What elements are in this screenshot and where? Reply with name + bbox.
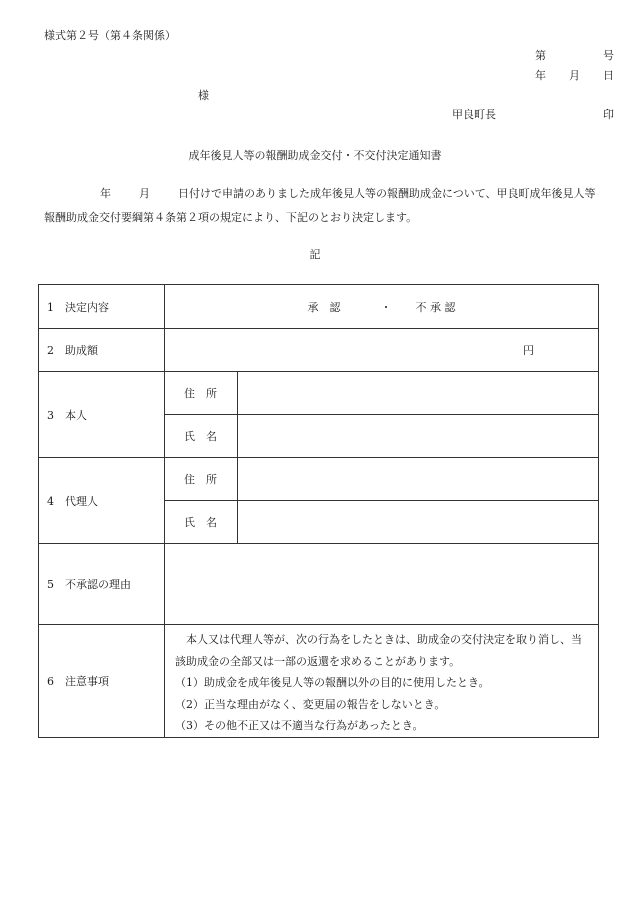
reason-value bbox=[165, 544, 599, 625]
form-number: 様式第２号（第４条関係） bbox=[44, 29, 176, 42]
document-title: 成年後見人等の報酬助成金交付・不交付決定通知書 bbox=[188, 149, 442, 162]
header-date-year: 年 bbox=[535, 69, 546, 82]
person-address-label: 住 所 bbox=[165, 372, 238, 415]
decision-value bbox=[165, 285, 599, 329]
reject-option: 不 承 認 bbox=[415, 300, 456, 314]
body-date-year: 年 bbox=[100, 187, 111, 200]
notes-item-1: （1）助成金を成年後見人等の報酬以外の目的に使用したとき。 bbox=[175, 676, 490, 689]
notes-label: 6 注意事項 bbox=[39, 625, 165, 738]
decision-table bbox=[38, 284, 599, 738]
person-name-label: 氏 名 bbox=[165, 415, 238, 458]
amount-unit: 円 bbox=[523, 344, 534, 357]
agent-address-value bbox=[238, 458, 599, 501]
row-notes bbox=[39, 625, 599, 738]
header-date-month: 月 bbox=[569, 69, 580, 82]
document-number-suffix: 号 bbox=[603, 49, 614, 62]
notes-intro: 本人又は代理人等が、次の行為をしたときは、助成金の交付決定を取り消し、当該助成金の全部又は一部の返還を求めることがあります。 bbox=[175, 633, 582, 668]
notes-item-3: （3）その他不正又は不適当な行為があったとき。 bbox=[175, 719, 424, 732]
row-agent-address bbox=[39, 458, 599, 501]
ki-heading: 記 bbox=[309, 248, 321, 261]
row-amount bbox=[39, 329, 599, 372]
person-name-value bbox=[238, 415, 599, 458]
decision-label: 1 決定内容 bbox=[39, 285, 165, 329]
row-decision bbox=[39, 285, 599, 329]
notes-content bbox=[165, 625, 599, 738]
document-number-prefix: 第 bbox=[535, 49, 546, 62]
amount-value bbox=[165, 329, 599, 372]
issuer-name: 甲良町長 bbox=[452, 108, 496, 121]
option-separator: ・ bbox=[380, 300, 392, 314]
body-paragraph bbox=[44, 182, 604, 230]
header-date-day: 日 bbox=[603, 69, 614, 82]
notes-item-2: （2）正当な理由がなく、変更届の報告をしないとき。 bbox=[175, 697, 446, 711]
reason-label: 5 不承認の理由 bbox=[39, 544, 165, 625]
recipient-honorific: 様 bbox=[198, 89, 209, 102]
agent-address-label: 住 所 bbox=[165, 458, 238, 501]
agent-name-value bbox=[238, 501, 599, 544]
amount-label: 2 助成額 bbox=[39, 329, 165, 372]
row-reason bbox=[39, 544, 599, 625]
agent-label: 4 代理人 bbox=[39, 458, 165, 544]
seal-mark: 印 bbox=[603, 108, 614, 121]
body-text: 日付けで申請のありました成年後見人等の報酬助成金について、甲良町成年後見人等報酬助成金交付要綱第４条第２項の規定により、下記のとおり決定します。 bbox=[44, 187, 596, 224]
row-person-address bbox=[39, 372, 599, 415]
person-label: 3 本人 bbox=[39, 372, 165, 458]
body-date-month: 月 bbox=[139, 187, 150, 200]
person-address-value bbox=[238, 372, 599, 415]
agent-name-label: 氏 名 bbox=[165, 501, 238, 544]
approve-option: 承 認 bbox=[307, 300, 341, 314]
